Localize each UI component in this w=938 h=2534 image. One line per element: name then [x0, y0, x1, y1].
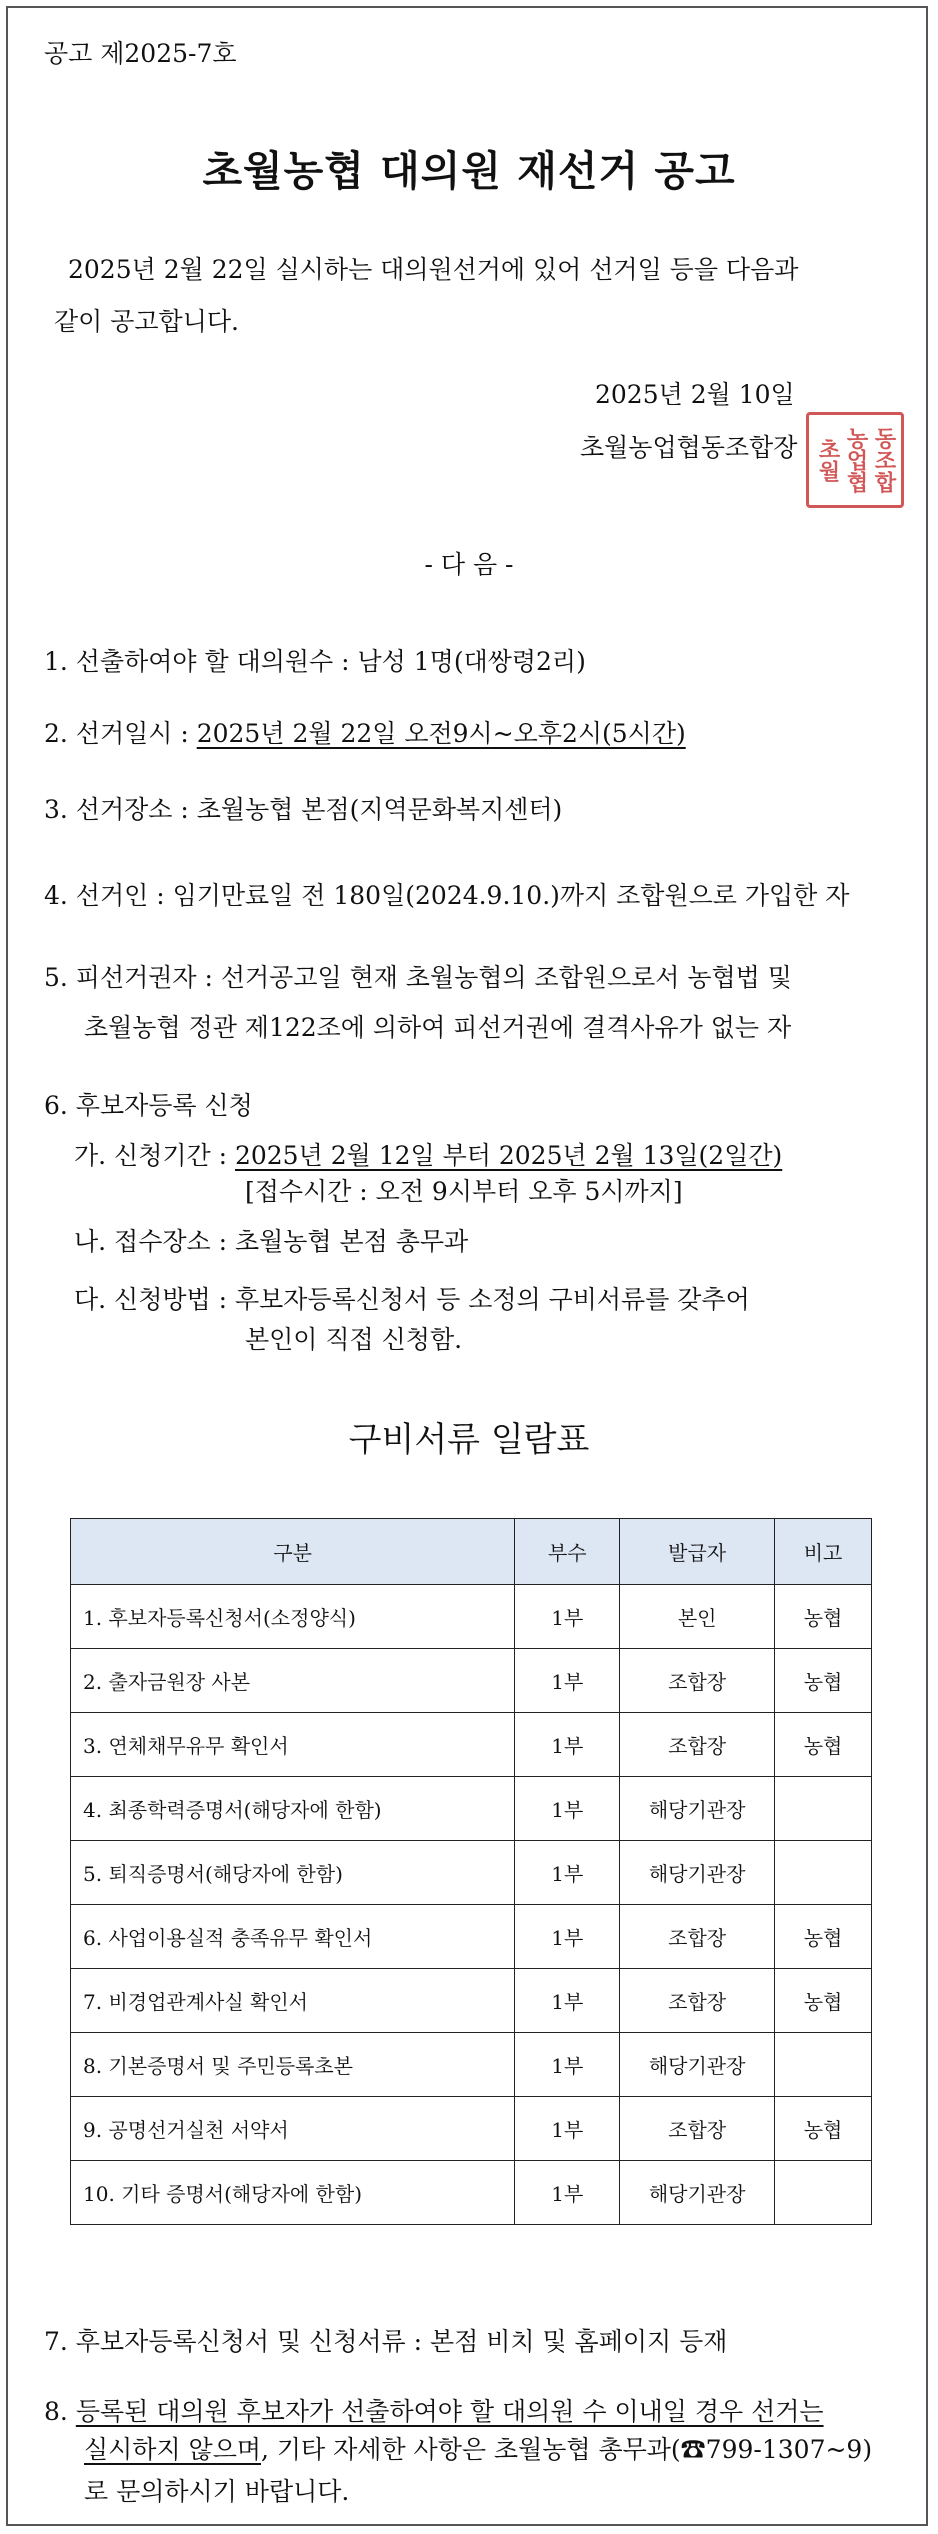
- cell-category: 1. 후보자등록신청서(소정양식): [71, 1585, 515, 1649]
- cell-copies: 1부: [515, 1713, 620, 1777]
- cell-copies: 1부: [515, 1969, 620, 2033]
- item-6-ga: [74, 1136, 782, 1172]
- cell-copies: 1부: [515, 1585, 620, 1649]
- cell-remarks: 농협: [775, 1713, 872, 1777]
- cell-issuer: 조합장: [620, 1649, 775, 1713]
- item-8-line-2-underlined: 실시하지 않으며: [84, 2435, 261, 2464]
- separator-heading: - 다 음 -: [424, 550, 514, 579]
- cell-category: 10. 기타 증명서(해당자에 한함): [71, 2161, 515, 2225]
- item-8-line-1-text: 등록된 대의원 후보자가 선출하여야 할 대의원 수 이내일 경우 선거는: [75, 2397, 824, 2426]
- item-4: 4. 선거인 : 임기만료일 전 180일(2024.9.10.)까지 조합원으로 가입한 자: [44, 881, 850, 910]
- item-8-line-1: [44, 2392, 824, 2428]
- item-6-da-line-2: 본인이 직접 신청함.: [245, 1325, 463, 1354]
- item-2-label: 2. 선거일시 :: [44, 719, 197, 748]
- cell-issuer: 조합장: [620, 1969, 775, 2033]
- item-6-ga-value: 2025년 2월 12일 부터 2025년 2월 13일(2일간): [234, 1141, 783, 1170]
- cell-remarks: 농협: [775, 1649, 872, 1713]
- cell-category: 2. 출자금원장 사본: [71, 1649, 515, 1713]
- item-6-ga-time: [접수시간 : 오전 9시부터 오후 5시까지]: [245, 1177, 683, 1206]
- cell-issuer: 조합장: [620, 2097, 775, 2161]
- cell-copies: 1부: [515, 2161, 620, 2225]
- cell-issuer: 해당기관장: [620, 1841, 775, 1905]
- item-7: 7. 후보자등록신청서 및 신청서류 : 본점 비치 및 홈페이지 등재: [44, 2327, 728, 2356]
- cell-category: 4. 최종학력증명서(해당자에 한함): [71, 1777, 515, 1841]
- notice-number: 공고 제2025-7호: [44, 39, 237, 68]
- table-row: [71, 1777, 872, 1841]
- intro-paragraph: [54, 244, 914, 348]
- cell-copies: 1부: [515, 1841, 620, 1905]
- notice-date: 2025년 2월 10일: [595, 380, 795, 409]
- cell-issuer: 해당기관장: [620, 2161, 775, 2225]
- item-6-na: 나. 접수장소 : 초월농협 본점 총무과: [74, 1227, 469, 1256]
- item-8-line-2-rest: , 기타 자세한 사항은 초월농협 총무과(☎799-1307~9): [261, 2435, 873, 2464]
- item-5-line-2: 초월농협 정관 제122조에 의하여 피선거권에 결격사유가 없는 자: [84, 1013, 792, 1042]
- cell-category: 7. 비경업관계사실 확인서: [71, 1969, 515, 2033]
- document-title: 초월농협 대의원 재선거 공고: [202, 147, 736, 195]
- table-row: [71, 2161, 872, 2225]
- header-issuer: 발급자: [620, 1519, 775, 1585]
- item-6-da-line-1: 다. 신청방법 : 후보자등록신청서 등 소정의 구비서류를 갖추어: [74, 1285, 750, 1314]
- item-2: [44, 714, 686, 750]
- table-row: [71, 2033, 872, 2097]
- cell-remarks: 농협: [775, 1969, 872, 2033]
- cell-category: 8. 기본증명서 및 주민등록초본: [71, 2033, 515, 2097]
- cell-remarks: 농협: [775, 1585, 872, 1649]
- cell-remarks: [775, 2033, 872, 2097]
- official-seal: 초월 농업협 동조합: [806, 412, 904, 508]
- cell-copies: 1부: [515, 2033, 620, 2097]
- cell-remarks: [775, 2161, 872, 2225]
- item-8-line-2: [84, 2430, 872, 2466]
- cell-remarks: 농협: [775, 1905, 872, 1969]
- header-copies: 부수: [515, 1519, 620, 1585]
- table-row: [71, 1713, 872, 1777]
- cell-category: 3. 연체채무유무 확인서: [71, 1713, 515, 1777]
- issuer-name: 초월농업협동조합장: [580, 433, 798, 462]
- documents-table: [70, 1518, 872, 2225]
- cell-issuer: 조합장: [620, 1713, 775, 1777]
- item-1: 1. 선출하여야 할 대의원수 : 남성 1명(대쌍령2리): [44, 647, 586, 676]
- cell-issuer: 조합장: [620, 1905, 775, 1969]
- cell-copies: 1부: [515, 2097, 620, 2161]
- cell-issuer: 본인: [620, 1585, 775, 1649]
- cell-remarks: 농협: [775, 2097, 872, 2161]
- cell-copies: 1부: [515, 1905, 620, 1969]
- intro-line-2: 같이 공고합니다.: [54, 307, 239, 336]
- cell-copies: 1부: [515, 1777, 620, 1841]
- table-title: 구비서류 일람표: [348, 1420, 590, 1460]
- table-row: [71, 1649, 872, 1713]
- table-row: [71, 2097, 872, 2161]
- item-8-prefix: 8.: [44, 2397, 76, 2426]
- cell-issuer: 해당기관장: [620, 1777, 775, 1841]
- cell-copies: 1부: [515, 1649, 620, 1713]
- cell-category: 9. 공명선거실천 서약서: [71, 2097, 515, 2161]
- cell-category: 5. 퇴직증명서(해당자에 한함): [71, 1841, 515, 1905]
- table-row: [71, 1969, 872, 2033]
- item-6-ga-label: 가. 신청기간 :: [74, 1141, 235, 1170]
- item-8-line-3: 로 문의하시기 바랍니다.: [84, 2477, 350, 2506]
- table-header-row: [71, 1519, 872, 1585]
- cell-category: 6. 사업이용실적 충족유무 확인서: [71, 1905, 515, 1969]
- cell-remarks: [775, 1841, 872, 1905]
- intro-line-1: 2025년 2월 22일 실시하는 대의원선거에 있어 선거일 등을 다음과: [68, 255, 799, 284]
- table-row: [71, 1905, 872, 1969]
- item-5-line-1: 5. 피선거권자 : 선거공고일 현재 초월농협의 조합원으로서 농협법 및: [44, 963, 792, 992]
- cell-issuer: 해당기관장: [620, 2033, 775, 2097]
- table-row: [71, 1841, 872, 1905]
- table-row: [71, 1585, 872, 1649]
- item-2-value: 2025년 2월 22일 오전9시~오후2시(5시간): [196, 719, 686, 748]
- header-remarks: 비고: [775, 1519, 872, 1585]
- item-6: 6. 후보자등록 신청: [44, 1091, 253, 1120]
- cell-remarks: [775, 1777, 872, 1841]
- header-category: 구분: [71, 1519, 515, 1585]
- item-3: 3. 선거장소 : 초월농협 본점(지역문화복지센터): [44, 795, 563, 824]
